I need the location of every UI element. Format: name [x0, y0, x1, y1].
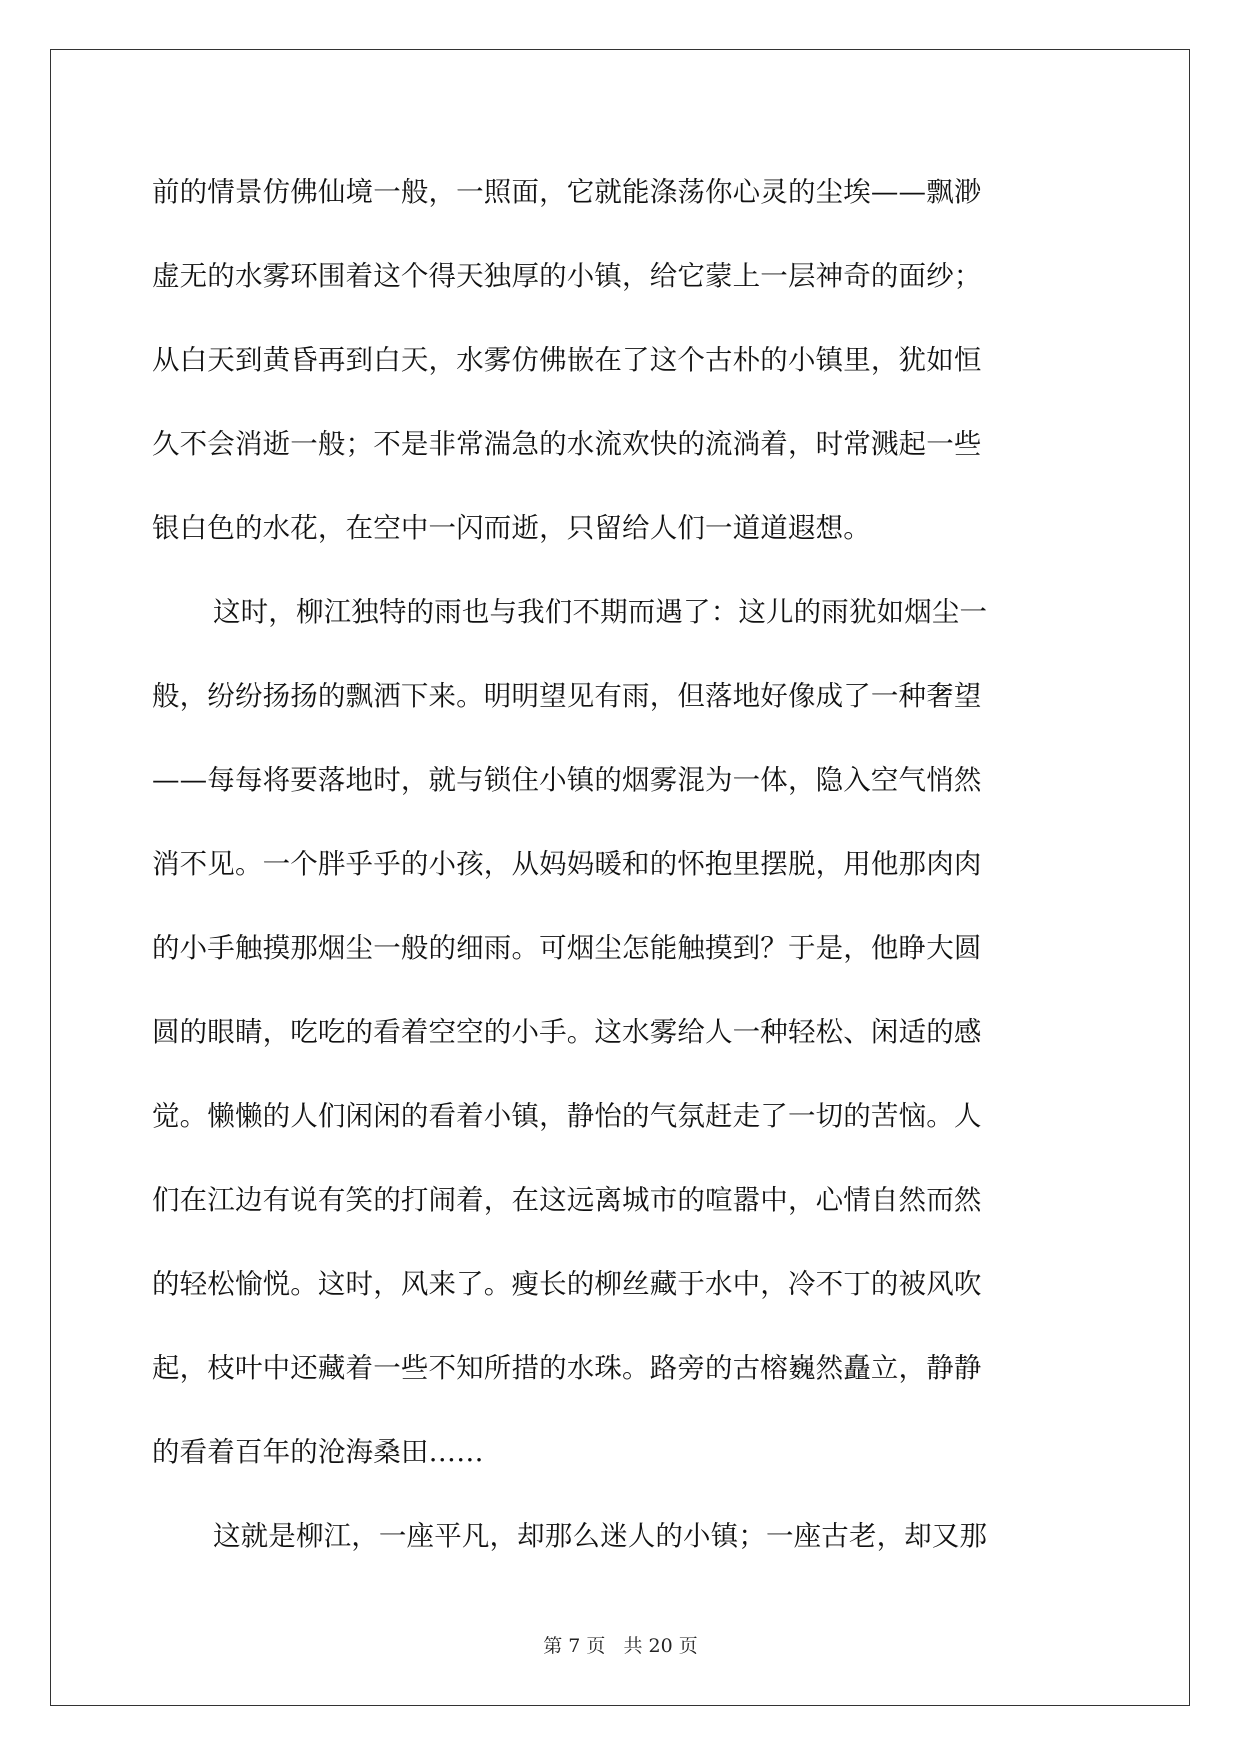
text-line: 前的情景仿佛仙境一般，一照面，它就能涤荡你心灵的尘埃——飘渺 — [152, 176, 982, 208]
text-line: 虚无的水雾环围着这个得天独厚的小镇，给它蒙上一层神奇的面纱； — [152, 260, 982, 292]
text-line: 从白天到黄昏再到白天，水雾仿佛嵌在了这个古朴的小镇里，犹如恒 — [152, 344, 982, 376]
text-line: 的轻松愉悦。这时，风来了。瘦长的柳丝藏于水中，冷不丁的被风吹 — [152, 1268, 982, 1300]
page-number-footer: 第 7 页 共 20 页 — [543, 1635, 698, 1657]
text-line: 的看着百年的沧海桑田…… — [152, 1436, 484, 1468]
document-body — [152, 167, 1089, 1595]
text-line: 般，纷纷扬扬的飘洒下来。明明望见有雨，但落地好像成了一种奢望 — [152, 680, 982, 712]
text-line: 起，枝叶中还藏着一些不知所措的水珠。路旁的古榕巍然矗立，静静 — [152, 1352, 982, 1384]
text-line: 圆的眼睛，吃吃的看着空空的小手。这水雾给人一种轻松、闲适的感 — [152, 1016, 982, 1048]
text-line: 们在江边有说有笑的打闹着，在这远离城市的喧嚣中，心情自然而然 — [152, 1184, 982, 1216]
text-line: 的小手触摸那烟尘一般的细雨。可烟尘怎能触摸到？于是，他睁大圆 — [152, 932, 982, 964]
paragraph-first-line: 这时，柳江独特的雨也与我们不期而遇了：这儿的雨犹如烟尘一 — [213, 596, 988, 628]
text-line: 银白色的水花，在空中一闪而逝，只留给人们一道道遐想。 — [152, 512, 871, 544]
text-line: 久不会消逝一般；不是非常湍急的水流欢快的流淌着，时常溅起一些 — [152, 428, 982, 460]
text-line: ——每每将要落地时，就与锁住小镇的烟雾混为一体，隐入空气悄然 — [152, 764, 982, 796]
paragraph-first-line: 这就是柳江，一座平凡，却那么迷人的小镇；一座古老，却又那 — [213, 1520, 988, 1552]
text-line: 觉。懒懒的人们闲闲的看着小镇，静怡的气氛赶走了一切的苦恼。人 — [152, 1100, 982, 1132]
text-line: 消不见。一个胖乎乎的小孩，从妈妈暖和的怀抱里摆脱，用他那肉肉 — [152, 848, 982, 880]
